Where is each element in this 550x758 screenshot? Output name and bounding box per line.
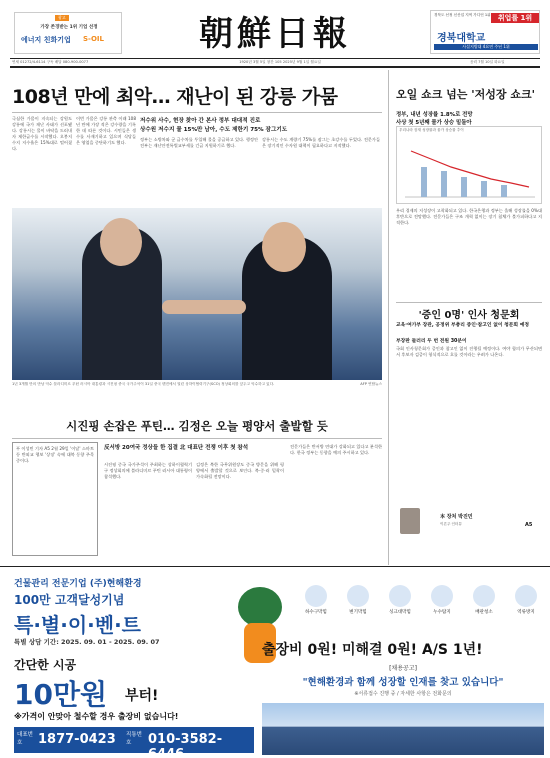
columnist-photo xyxy=(400,508,420,534)
second-col-3: 김정은 북한 국무위원장도 중국 방문을 위해 평양에서 출발할 것으로 보인다. 북·중·러 밀착이 가속화될 전망이다. xyxy=(196,462,284,479)
photo-caption: 1년 3개월 만의 만남 악수 블라디미르 푸틴 러시아 대통령과 시진핑 중국 국가주석이 31일 중국 톈진에서 열린 상하이협력기구(SCO) 정상회의를 앞두고 악수하고 있다. xyxy=(12,382,275,386)
ad-block[interactable] xyxy=(0,566,550,758)
backflow-icon xyxy=(515,585,537,607)
sidebar-rule xyxy=(388,70,389,565)
service-item xyxy=(464,585,504,615)
column-kicker-2: 부장판 들러리 두 번 전원 30분이 xyxy=(396,339,467,344)
service-item xyxy=(296,585,336,615)
service-label: 누수탐지 xyxy=(433,610,451,615)
service-item xyxy=(380,585,420,615)
masthead-right-ad[interactable] xyxy=(430,10,540,54)
ad-promo-line: 100만 고객달성기념 xyxy=(14,593,125,607)
chart-bar xyxy=(501,185,507,197)
ad-right-name: 경북대학교 xyxy=(437,33,486,44)
drain-icon xyxy=(305,585,327,607)
lead-col-2: 이번 가뭄은 강릉 관측 이래 108년 만에 가장 적은 강수량을 기록한 데 따른 것이다. 시민들은 생수를 사재기하고 있으며 식당들은 영업을 중단하기도 했다. xyxy=(76,116,136,145)
column-kicker: 교육·여가부 장관, 공정위 부총리 증인·참고인 없이 청문회 예정 xyxy=(396,323,530,328)
lead-subhead-2: 상수원 저수지 물 15%만 남아, 수도 제한기 75% 잠그기도 xyxy=(140,127,288,133)
ad-event: 특·별·이·벤·트 xyxy=(14,613,141,637)
sidebar-chart xyxy=(396,126,542,204)
chart-bar xyxy=(441,171,447,197)
column-headline[interactable]: '증인 0명' 인사 청문회 xyxy=(418,310,520,321)
sidebar-divider xyxy=(396,302,542,303)
lead-col-3: 정부는 소방차와 군 급수차를 투입해 물을 공급하고 있다. 행정안전부는 재난안전특별교부세를 긴급 지원하기로 했다. xyxy=(140,137,258,148)
service-item xyxy=(338,585,378,615)
service-label: 싱크대막힘 xyxy=(389,610,411,615)
handshake xyxy=(162,300,246,314)
service-label: 역류방지 xyxy=(517,610,535,615)
ad-company: 건물관리 전문기업 (주)현해환경 xyxy=(14,579,142,589)
hiring-tag: [채용공고] xyxy=(389,665,417,672)
lead-col-4: 강릉시는 수도 계량기 75%를 잠그는 초강수를 두었다. 전문가들은 장기적인 수자원 대책이 필요하다고 지적했다. xyxy=(262,137,380,148)
chart-line xyxy=(411,151,529,187)
ad-price: 10만원 xyxy=(14,678,108,711)
lead-headline[interactable]: 108년 만에 최악… 재난이 된 강릉 가뭄 xyxy=(12,86,338,108)
hiring-sub: ※서류접수 진행 중 / 자세한 사항은 전화문의 xyxy=(354,691,452,697)
hiring-text: "현해환경과 함께 성장할 인재를 찾고 있습니다" xyxy=(302,677,504,688)
mascot-head xyxy=(238,587,282,627)
person-right-head xyxy=(262,222,306,272)
service-label: 하수구막힘 xyxy=(305,610,327,615)
second-box xyxy=(12,442,98,556)
phone-label-1: 대표번호 xyxy=(17,732,33,746)
sidebar-kicker-1: 정부, 내년 성장률 1.8%로 전망 xyxy=(396,112,473,118)
ad-price-suffix: 부터! xyxy=(125,688,159,704)
phone-label-2: 직통번호 xyxy=(126,732,142,746)
second-col-4: 전문가들은 반서방 연대가 강화되고 있다고 분석한다. 한국 정부는 동향을 예의 주시하고 있다. xyxy=(290,444,382,455)
second-kicker: 反서방 20여국 정상들 한 집결 北 대표단 전쟁 이후 첫 참석 xyxy=(104,445,249,451)
chart-bar xyxy=(421,167,427,197)
ad-hiring xyxy=(262,663,544,703)
columnist-name: 本 장처 박진민 xyxy=(440,514,473,520)
service-label: 변기막힘 xyxy=(349,610,367,615)
ad-right-sub: 사설지방대 4요연 주년 1위 xyxy=(434,44,538,50)
person-left-head xyxy=(100,218,142,266)
ad-line2: 에너지 친화기업 xyxy=(21,36,71,44)
service-label: 배관청소 xyxy=(475,610,493,615)
summit-photo[interactable] xyxy=(12,208,382,380)
ad-right-line1: 경북도 선정 신산업 지역 가디언 1위 xyxy=(434,13,491,17)
columnist-role: 이론주 인터뷰 xyxy=(440,522,462,526)
chart-bar xyxy=(481,181,487,197)
second-headline[interactable]: 시진핑 손잡은 푸틴… 김정은 오늘 평양서 출발할 듯 xyxy=(66,419,328,433)
masthead-left-meta: 연세 01272/4-6114 구독 배달 080-900-0077 xyxy=(12,60,89,64)
lead-col-1: 극심한 가뭄이 지속되는 강원도 강릉에 국가 재난 사태가 선포됐다. 강릉시는 물이 바닥을 드러내자 제한급수를 시작했다. 오봉저수지 저수율은 15%대로 떨어졌다. xyxy=(12,116,72,151)
masthead xyxy=(0,0,550,66)
sidebar-headline[interactable]: 오일 쇼크 넘는 '저성장 쇼크' xyxy=(396,88,535,101)
sidebar-kicker-2: 사상 첫 5년째 물가 상승 밑돌아 xyxy=(396,120,472,126)
chart-caption: 우리나라 잠재 성장률과 물가 상승률 추이 xyxy=(399,128,464,132)
lead-divider xyxy=(12,112,382,113)
column-body: 국회 인사청문회가 증인과 참고인 없이 진행될 예정이다. 여야 합의가 무산되면서 후보자 검증이 형식적으로 흐를 것이라는 우려가 나온다. xyxy=(396,346,542,357)
growth-chart-graphic xyxy=(401,137,539,201)
masthead-rule xyxy=(10,58,540,59)
ad-group-photo xyxy=(262,703,544,755)
toilet-icon xyxy=(347,585,369,607)
second-divider xyxy=(12,438,382,439)
masthead-right-meta: 음력 7월 10일 화요일 xyxy=(470,60,505,64)
ad-services xyxy=(296,585,546,631)
pipe-icon xyxy=(473,585,495,607)
second-col-2: 시진핑 중국 국가주석이 주최하는 상하이협력기구 정상회의에 블라디미르 푸틴 러시아 대통령이 참석했다. xyxy=(104,462,192,479)
service-item xyxy=(422,585,462,615)
masthead-dateline: 1920년 3월 5일 창간 105 2025년 9월 1일 월요일 xyxy=(239,60,321,64)
ad-price-intro: 간단한 시공 xyxy=(14,658,77,672)
phone-number-1[interactable]: 1877-0423 xyxy=(38,732,116,747)
sidebar-body: 우리 경제의 저성장이 고착화되고 있다. 한국은행과 정부는 올해 성장률을 0%대 후반으로 전망했다. 전문가들은 구조 개혁 없이는 장기 침체가 불가피하다고 지적한다. xyxy=(396,208,542,225)
ad-badge: 광고 xyxy=(55,15,69,21)
ad-free-banner: 출장비 0원! 미해결 0원! A/S 1년! xyxy=(262,642,483,658)
ad-right-rank: 취업률 1위 xyxy=(491,13,539,23)
sink-icon xyxy=(389,585,411,607)
phone-number-2[interactable]: 010-3582-6446 xyxy=(148,732,223,758)
ad-line1: 가장 존경받는 1위 기업 선정 xyxy=(40,25,98,30)
photo-credit: AFP 연합뉴스 xyxy=(360,382,382,386)
masthead-left-ad[interactable] xyxy=(14,12,122,54)
ad-brand: S-OIL xyxy=(83,35,104,43)
service-item xyxy=(506,585,546,615)
lead-subhead-1: 저수위 사수, 현장 찾아 간 본사 정부 대대적 진로 xyxy=(140,118,261,124)
second-box-text: 푸 이성민 기자 A5 2월 29일 '이달' 스마트 등 반외교 행보 '상징' 속에 대북 동향 주목 중이다. xyxy=(16,446,94,463)
leak-icon xyxy=(431,585,453,607)
chart-bar xyxy=(461,177,467,197)
ad-period: 특별 상담 기간: 2025. 09. 01 - 2025. 09. 07 xyxy=(14,638,160,646)
page-reference: A5 xyxy=(525,522,533,528)
newspaper-title: 朝鮮日報 xyxy=(199,14,351,54)
ad-phone-bar[interactable] xyxy=(14,727,254,758)
masthead-rule-2 xyxy=(10,66,540,68)
ad-note: ※가격이 안맞아 철수할 경우 출장비 없습니다! xyxy=(14,712,179,721)
